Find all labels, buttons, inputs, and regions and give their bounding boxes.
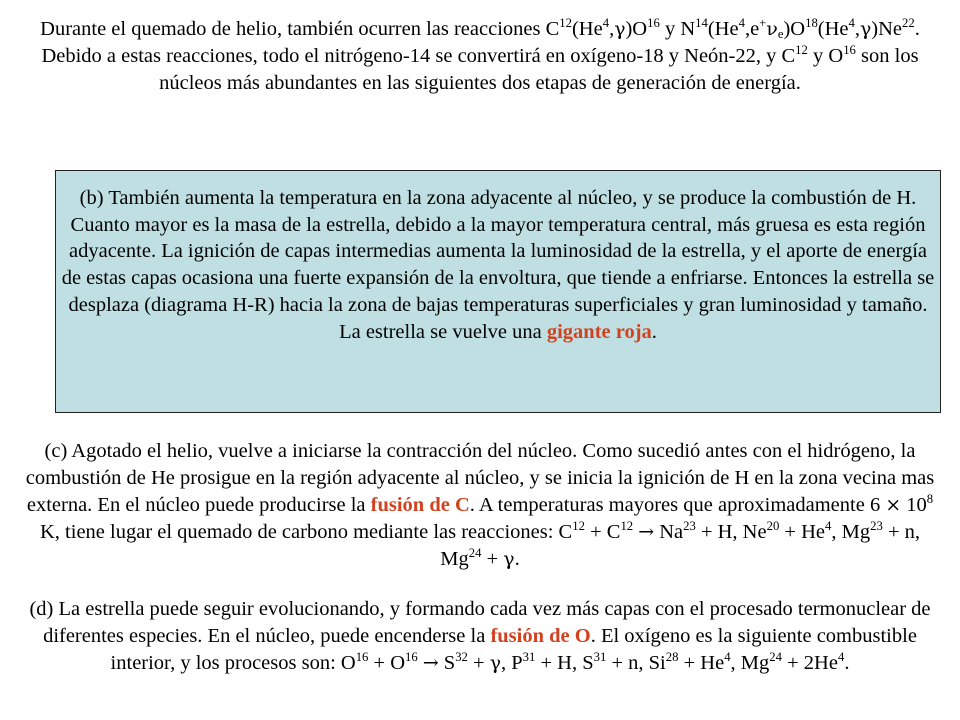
gamma-symbol: γ: [614, 18, 626, 40]
section-b-paragraph: (b) También aumenta la temperatura en la zona adyacente al núcleo, y se produce la combustión de H. Cuanto mayor es la masa de la estrella, debido a la mayor temperatura central, más gruesa es esta región adyacente. La ignición de capas intermedias aumenta la luminosidad de la estrella, y el aporte de energía de estas capas ocasiona una fuerte expansión de la envoltura, que tiende a enfriarse. Entonces la estrella se desplaza (diagrama H-R) hacia la zona de bajas temperaturas superficiales y gran luminosidad y tamaño. La estrella se vuelve una gigante roja.: [61, 187, 935, 343]
section-c-text: (c) Agotado el helio, vuelve a iniciarse la contracción del núcleo. Como sucedió antes con el hidrógeno, la combustión de He prosigue en la región adyacente al núcleo, y se inicia la ignición de H en la zona vecina mas externa. En el núcleo puede producirse la: [25, 440, 935, 516]
highlight-fusion-c: fusión de C: [370, 494, 470, 516]
nu-symbol: ν: [766, 18, 778, 40]
section-b-box: [55, 170, 941, 413]
section-d-paragraph: (d) La estrella puede seguir evolucionando, y formando cada vez más capas con el procesado termonuclear de diferentes especies. En el núcleo, puede encenderse la fusión de O. El oxígeno es la siguiente combustible interior, y los procesos son: $O^{16} + O^{16} \to S^{32} + \gamma$, $P^{31} + H$, $S^{31} + n$, $Si^{28} + He^4$, $Mg^{24} + 2He^4$.: [29, 598, 931, 674]
highlight-fusion-o: fusión de O: [490, 625, 591, 647]
intro-text: Durante el quemado de helio, también ocurren las reacciones C: [40, 18, 560, 40]
section-d-text: (d) La estrella puede seguir evolucionando, y formando cada vez más capas con el procesado termonuclear de diferentes especies. En el núcleo, puede encenderse la: [29, 598, 931, 647]
gamma-symbol: γ: [489, 652, 501, 674]
highlight-gigante-roja: gigante roja: [546, 320, 652, 343]
section-b-text: (b) También aumenta la temperatura en la zona adyacente al núcleo, y se produce la combustión de H. Cuanto mayor es la masa de la estrella, debido a la mayor temperatura central, más gruesa es esta región adyacente. La ignición de capas intermedias aumenta la luminosidad de la estrella, y el aporte de energía de estas capas ocasiona una fuerte expansión de la envoltura, que tiende a enfriarse. Entonces la estrella se desplaza (diagrama H-R) hacia la zona de bajas temperaturas superficiales y gran luminosidad y tamaño. La estrella se vuelve una: [61, 187, 935, 343]
times-symbol: ×: [885, 494, 902, 516]
gamma-symbol: γ: [503, 548, 515, 570]
intro-paragraph: Durante el quemado de helio, también ocurren las reacciones $C^{12}(He^4,\gamma)O^{16}$ y $N^{14}(He^4,e^+\nu_e)O^{18}(He^4,\gamma)Ne^{22}$. Debido a estas reacciones, todo el nitrógeno-14 se convertirá en oxígeno-18 y Neón-22, y $C^{12}$ y $O^{16}$ son los núcleos más abundantes en las siguientes dos etapas de generación de energía.: [40, 16, 920, 94]
arrow-right-icon: →: [422, 652, 439, 674]
arrow-right-icon: →: [638, 521, 655, 543]
section-c-paragraph: (c) Agotado el helio, vuelve a iniciarse la contracción del núcleo. Como sucedió antes con el hidrógeno, la combustión de He prosigue en la región adyacente al núcleo, y se inicia la ignición de H en la zona vecina mas externa. En el núcleo puede producirse la fusión de C. A temperaturas mayores que aproximadamente $6 \times 10^8$ K, tiene lugar el quemado de carbono mediante las reacciones: $C^{12} + C^{12} \to Na^{23} + H$, $Ne^{20} + He^4$, $Mg^{23} + n$, $Mg^{24} + \gamma$.: [25, 440, 935, 570]
gamma-symbol: γ: [860, 18, 872, 40]
